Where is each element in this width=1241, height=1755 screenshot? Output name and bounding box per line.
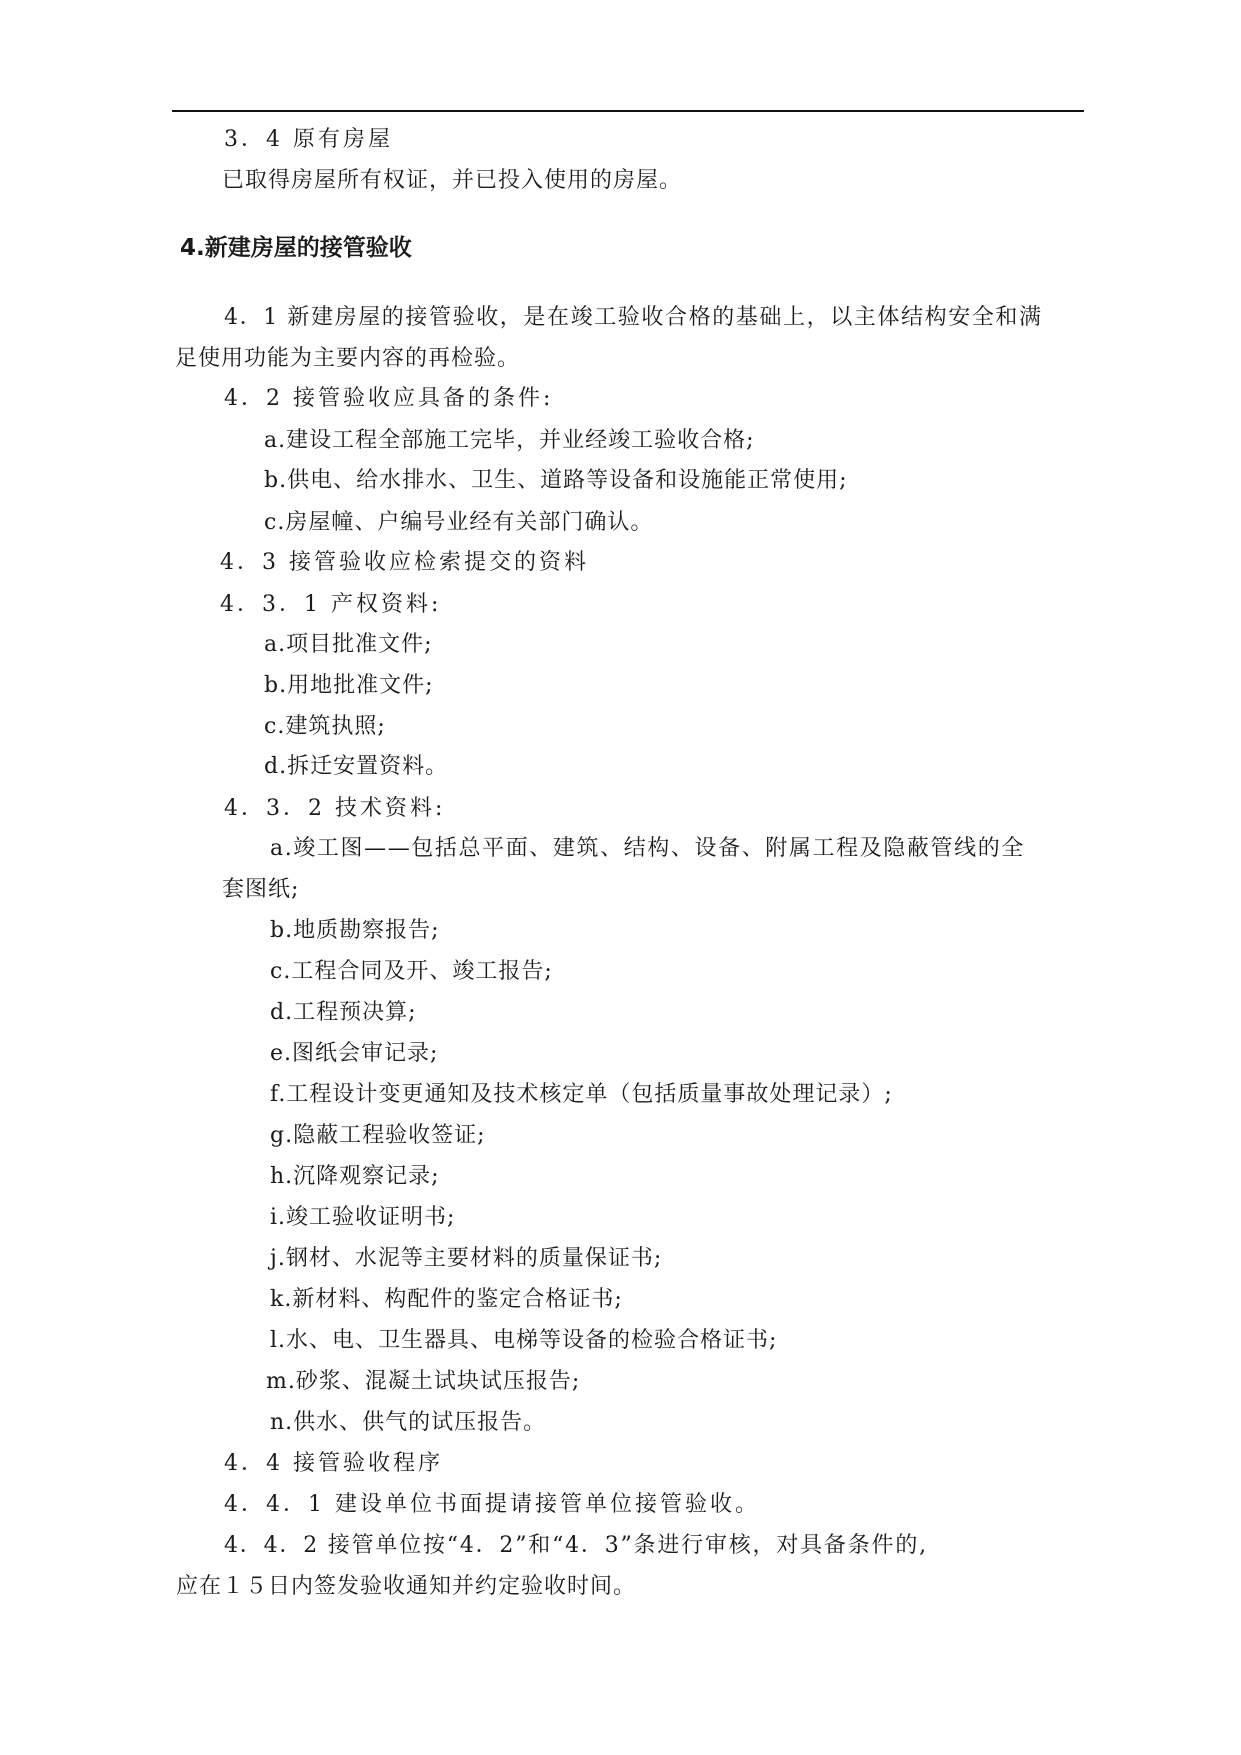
cond-b: b.供电、给水排水、卫生、道路等设备和设施能正常使用; xyxy=(264,468,848,493)
p-4-3-2: 4．3．2 技术资料: xyxy=(224,796,446,821)
p-4-4: 4．4 接管验收程序 xyxy=(224,1451,443,1476)
prop-d: d.拆迁安置资料。 xyxy=(264,754,449,779)
p-4-4-2-line1: 4．4．2 接管单位按“4．2”和“4．3”条进行审核，对具备条件的, xyxy=(224,1533,928,1558)
prop-a: a.项目批准文件; xyxy=(264,632,433,657)
tech-h: h.沉降观察记录; xyxy=(270,1164,440,1189)
p-4-1-line2: 足使用功能为主要内容的再检验。 xyxy=(175,346,521,371)
prop-b: b.用地批准文件; xyxy=(264,673,434,698)
tech-c: c.工程合同及开、竣工报告; xyxy=(270,959,553,984)
tech-a-line1: a.竣工图——包括总平面、建筑、结构、设备、附属工程及隐蔽管线的全 xyxy=(270,836,1025,861)
p-4-4-1: 4．4．1 建设单位书面提请接管单位接管验收。 xyxy=(224,1492,760,1517)
cond-c: c.房屋幢、户编号业经有关部门确认。 xyxy=(264,510,654,535)
tech-m: m.砂浆、混凝土试块试压报告; xyxy=(266,1369,581,1394)
prop-c: c.建筑执照; xyxy=(264,714,386,739)
tech-i: i.竣工验收证明书; xyxy=(270,1205,456,1230)
section-3-4-body: 已取得房屋所有权证，并已投入使用的房屋。 xyxy=(222,168,683,193)
section-3-4-heading: 3．4 原有房屋 xyxy=(224,127,393,152)
tech-l: l.水、电、卫生器具、电梯等设备的检验合格证书; xyxy=(270,1328,778,1353)
tech-n: n.供水、供气的试压报告。 xyxy=(270,1410,547,1435)
cond-a: a.建设工程全部施工完毕，并业经竣工验收合格; xyxy=(264,428,755,453)
tech-f: f.工程设计变更通知及技术核定单（包括质量事故处理记录）; xyxy=(270,1082,893,1107)
p-4-4-2-line2: 应在１５日内签发验收通知并约定验收时间。 xyxy=(176,1574,637,1599)
tech-a-line2: 套图纸; xyxy=(222,877,300,902)
p-4-3: 4．3 接管验收应检索提交的资料 xyxy=(220,550,589,575)
tech-b: b.地质勘察报告; xyxy=(270,918,440,943)
tech-e: e.图纸会审记录; xyxy=(270,1041,439,1066)
p-4-3-1: 4．3．1 产权资料: xyxy=(220,592,442,617)
tech-d: d.工程预决算; xyxy=(270,1000,417,1025)
p-4-1-line1: 4．1 新建房屋的接管验收，是在竣工验收合格的基础上，以主体结构安全和满 xyxy=(224,305,1043,330)
p-4-2: 4．2 接管验收应具备的条件: xyxy=(224,386,554,411)
tech-g: g.隐蔽工程验收签证; xyxy=(270,1123,486,1148)
tech-j: j.钢材、水泥等主要材料的质量保证书; xyxy=(270,1246,663,1271)
header-rule xyxy=(172,110,1084,112)
tech-k: k.新材料、构配件的鉴定合格证书; xyxy=(270,1287,623,1312)
section-4-title: 4.新建房屋的接管验收 xyxy=(180,235,412,261)
